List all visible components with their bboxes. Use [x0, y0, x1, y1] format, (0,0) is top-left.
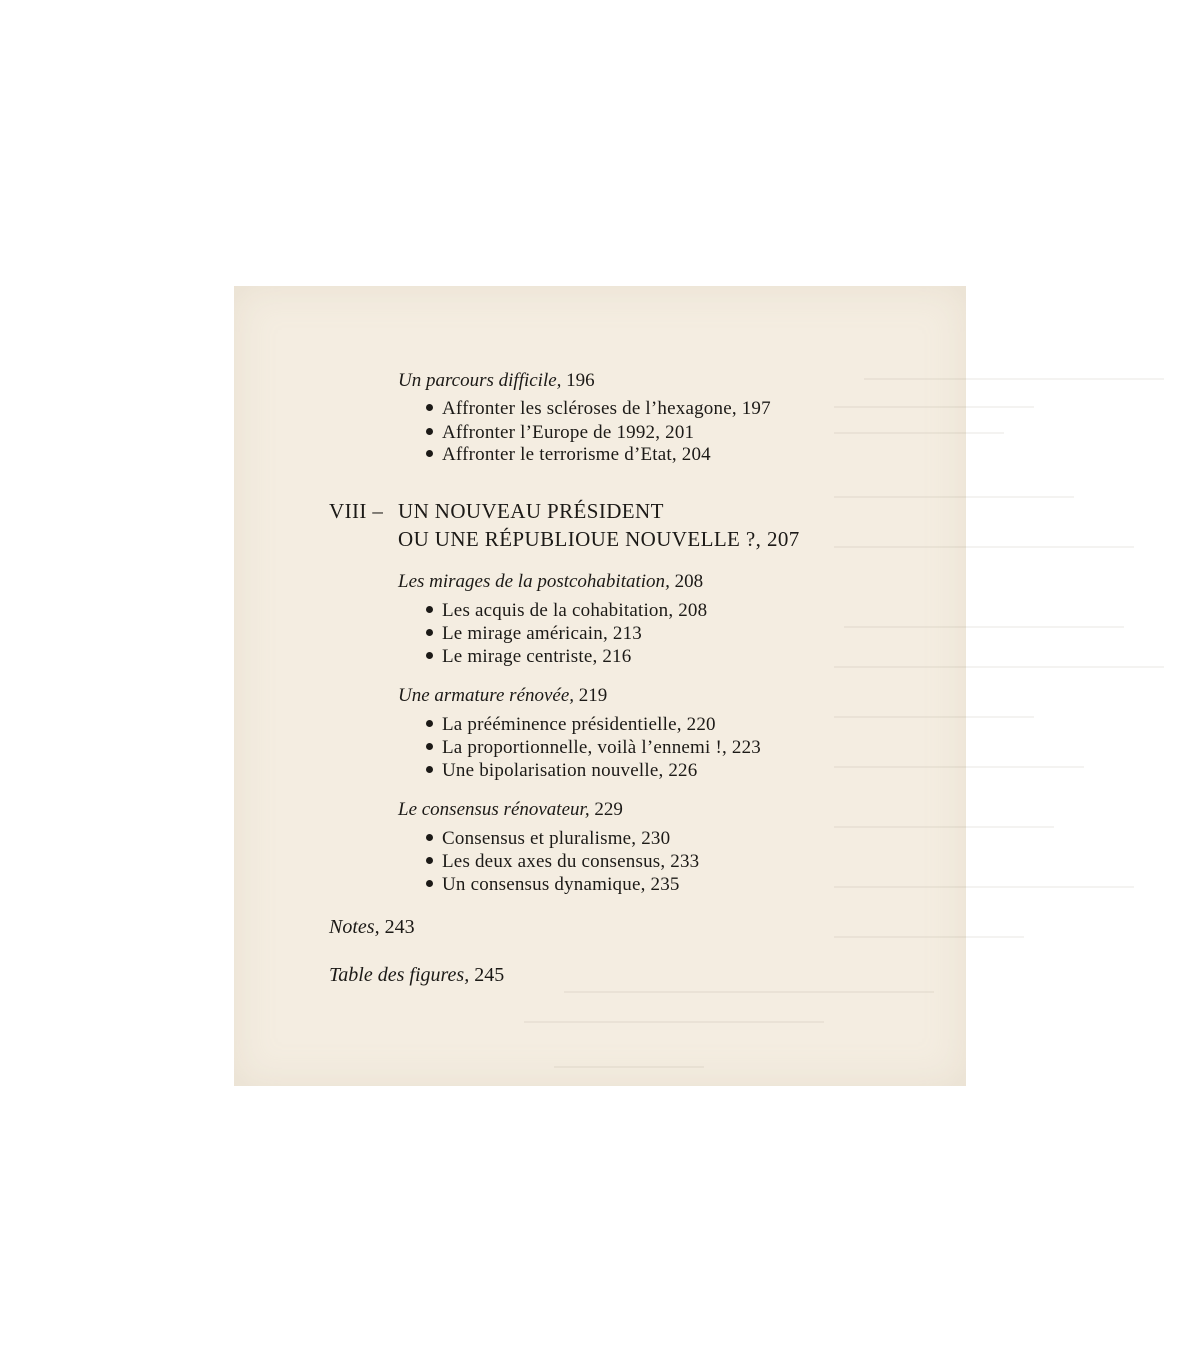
back-matter-title: Notes — [329, 916, 375, 938]
toc-item-text: La prééminence présidentielle, 220 — [442, 714, 716, 735]
section-page-number: 196 — [566, 370, 595, 391]
bullet-icon — [426, 880, 433, 887]
section-title-text: Un parcours difficile — [398, 370, 557, 391]
chapter-title-line1: UN NOUVEAU PRÉSIDENT — [398, 499, 664, 523]
toc-item — [426, 851, 699, 873]
section-page-number: 219 — [578, 685, 608, 706]
bullet-icon — [426, 606, 433, 613]
toc-item — [426, 398, 771, 420]
bullet-icon — [426, 652, 433, 659]
toc-item-text: Les deux axes du consensus, 233 — [442, 851, 700, 872]
section-title-les-mirages: Les mirages de la postcohabitation, 208 — [398, 571, 704, 592]
toc-item — [426, 422, 694, 444]
chapter-number: VIII – — [329, 499, 384, 523]
bullet-icon — [426, 720, 433, 727]
bullet-icon — [426, 404, 433, 411]
section-page-number: 208 — [674, 571, 704, 592]
toc-item-text: Affronter les scléroses de l’hexagone, 197 — [442, 398, 771, 419]
toc-item — [426, 444, 711, 466]
chapter-title-line2: OU UNE RÉPUBLIOUE NOUVELLE ?, 207 — [398, 527, 800, 551]
toc-item — [426, 760, 697, 782]
toc-item — [426, 737, 761, 759]
back-matter-table-des-figures: Table des figures, 245 — [329, 964, 505, 986]
toc-item — [426, 600, 707, 622]
bullet-icon — [426, 629, 433, 636]
toc-item-text: Les acquis de la cohabitation, 208 — [442, 600, 708, 621]
toc-item-text: La proportionnelle, voilà l’ennemi !, 223 — [442, 737, 761, 758]
toc-item-text: Affronter l’Europe de 1992, 201 — [442, 422, 695, 443]
section-page-number: 229 — [594, 799, 623, 820]
toc-item-text: Consensus et pluralisme, 230 — [442, 828, 671, 849]
toc-item-text: Affronter le terrorisme d’Etat, 204 — [442, 444, 711, 465]
book-page — [234, 286, 966, 1086]
section-title-un-parcours-difficile: Un parcours difficile, 196 — [398, 370, 595, 391]
toc-item — [426, 714, 716, 736]
bullet-icon — [426, 450, 433, 457]
toc-item — [426, 623, 642, 645]
bullet-icon — [426, 743, 433, 750]
section-title-text: Une armature rénovée — [398, 685, 570, 706]
bullet-icon — [426, 857, 433, 864]
section-title-text: Le consensus rénovateur — [398, 799, 585, 820]
toc-item-text: Un consensus dynamique, 235 — [442, 874, 680, 895]
section-title-une-armature-renovee: Une armature rénovée, 219 — [398, 685, 608, 706]
back-matter-notes: Notes, 243 — [329, 916, 415, 938]
toc-item — [426, 874, 680, 896]
back-matter-page: 245 — [474, 964, 505, 986]
bullet-icon — [426, 766, 433, 773]
toc-item-text: Le mirage centriste, 216 — [442, 646, 632, 667]
section-title-le-consensus-renovateur: Le consensus rénovateur, 229 — [398, 799, 623, 820]
toc-item-text: Le mirage américain, 213 — [442, 623, 642, 644]
bullet-icon — [426, 834, 433, 841]
toc-item — [426, 828, 670, 850]
bullet-icon — [426, 428, 433, 435]
back-matter-page: 243 — [384, 916, 415, 938]
section-title-text: Les mirages de la postcohabitation — [398, 571, 666, 592]
back-matter-title: Table des figures — [329, 964, 465, 986]
toc-item — [426, 646, 631, 668]
toc-item-text: Une bipolarisation nouvelle, 226 — [442, 760, 698, 781]
